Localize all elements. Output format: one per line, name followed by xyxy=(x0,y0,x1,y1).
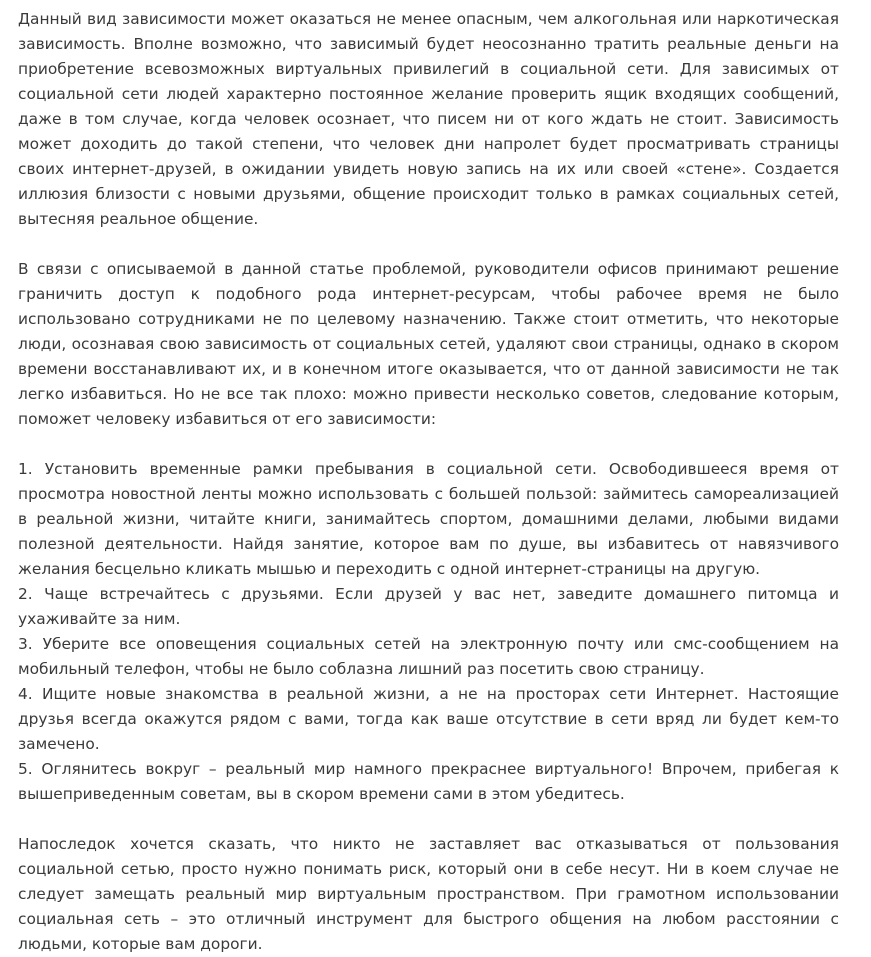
tip-item: 2. Чаще встречайтесь с друзьями. Если друзей у вас нет, заведите домашнего питомца и ухаживайте за ним. xyxy=(18,585,839,628)
tip-item: 4. Ищите новые знакомства в реальной жизни, а не на просторах сети Интернет. Настоящие друзья всегда окажутся рядом с вами, тогда как ваше отсутствие в сети вряд ли будет кем-то замечено. xyxy=(18,685,839,753)
paragraph-spacer xyxy=(18,432,839,457)
tip-item: 3. Уберите все оповещения социальных сетей на электронную почту или смс-сообщением на мобильный телефон, чтобы не было соблазна лишний раз посетить свою страницу. xyxy=(18,635,839,678)
paragraph-spacer xyxy=(18,807,839,832)
paragraph-spacer xyxy=(18,232,839,257)
paragraph-conclusion: Напоследок хочется сказать, что никто не заставляет вас отказываться от пользования социальной сетью, просто нужно понимать риск, который они в себе несут. Ни в коем случае не следует замещать реальный мир виртуальным пространством. При грамотном использовании социальная сеть – это отличный инструмент для быстрого общения на любом расстоянии с людьми, которые вам дороги. xyxy=(18,835,839,953)
tip-item: 1. Установить временные рамки пребывания в социальной сети. Освободившееся время от просмотра новостной ленты можно использовать с большей пользой: займитесь самореализацией в реальной жизни, читайте книги, занимайтесь спортом, домашними делами, любыми видами полезной деятельности. Найдя занятие, которое вам по душе, вы избавитесь от навязчивого желания бесцельно кликать мышью и переходить с одной интернет-страницы на другую. xyxy=(18,460,839,578)
tip-item: 5. Оглянитесь вокруг – реальный мир намного прекраснее виртуального! Впрочем, прибегая к вышеприведенным советам, вы в скором времени сами в этом убедитесь. xyxy=(18,760,839,803)
paragraph-dependency-danger: Данный вид зависимости может оказаться не менее опасным, чем алкогольная или наркотическая зависимость. Вполне возможно, что зависимый будет неосознанно тратить реальные деньги на приобретение всевозможных виртуальных привилегий в социальной сети. Для зависимых от социальной сети людей характерно постоянное желание проверить ящик входящих сообщений, даже в том случае, когда человек осознает, что писем ни от кого ждать не стоит. Зависимость может доходить до такой степени, что человек дни напролет будет просматривать страницы своих интернет-друзей, в ожидании увидеть новую запись на их или своей «стене». Создается иллюзия близости с новыми друзьями, общение происходит только в рамках социальных сетей, вытесняя реальное общение. xyxy=(18,10,839,228)
paragraph-office-restrictions: В связи с описываемой в данной статье проблемой, руководители офисов принимают решение граничить доступ к подобного рода интернет-ресурсам, чтобы рабочее время не было использовано сотрудниками не по целевому назначению. Также стоит отметить, что некоторые люди, осознавая свою зависимость от социальных сетей, удаляют свои страницы, однако в скором времени восстанавливают их, и в конечном итоге оказывается, что от данной зависимости не так легко избавиться. Но не все так плохо: можно привести несколько советов, следование которым, поможет человеку избавиться от его зависимости: xyxy=(18,260,839,428)
